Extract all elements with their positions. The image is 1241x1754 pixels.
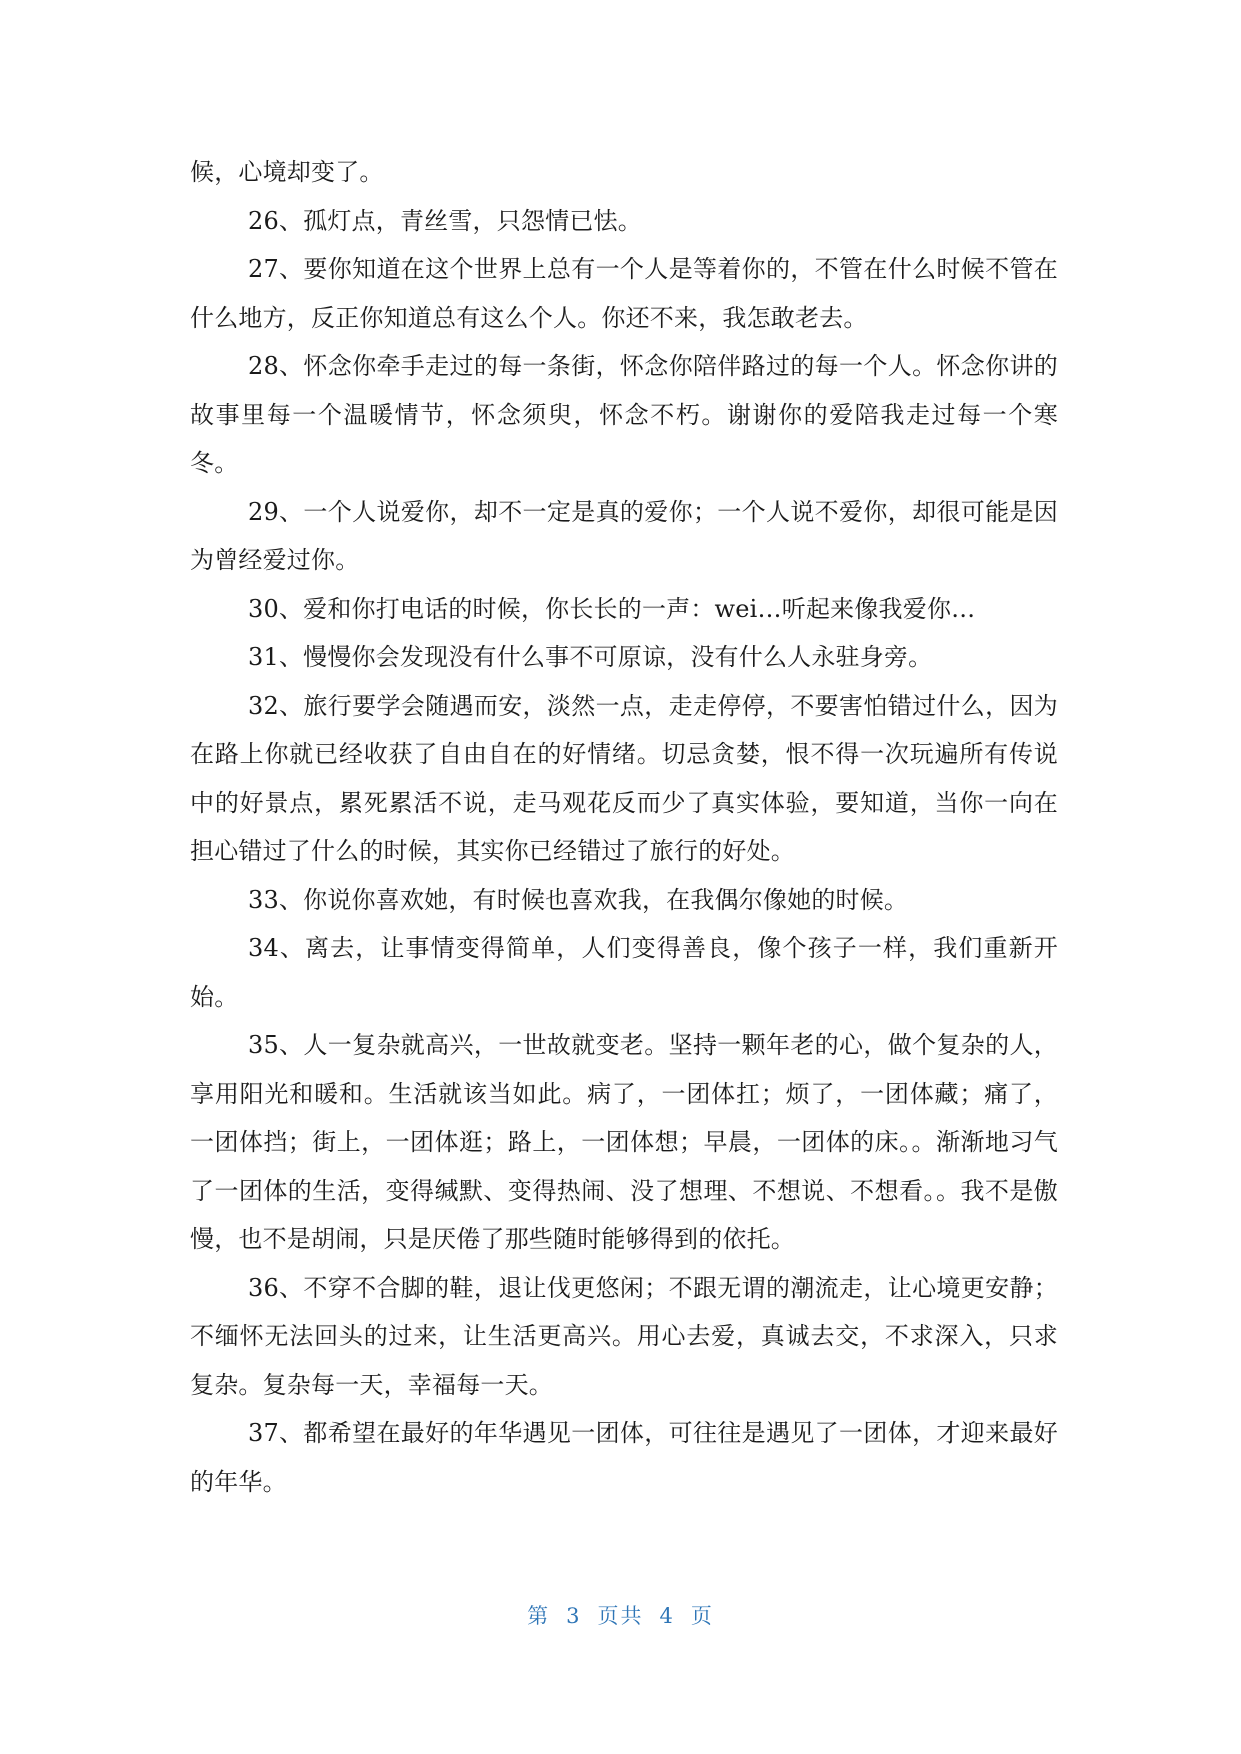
paragraph-33: 33、你说你喜欢她，有时候也喜欢我，在我偶尔像她的时候。 [248, 885, 909, 914]
paragraph-continuation: 候，心境却变了。 [190, 158, 384, 186]
document-body [190, 148, 1058, 1506]
paragraph-26: 26、孤灯点，青丝雪，只怨情已怯。 [248, 206, 642, 235]
footer-total-pages: 4 [659, 1604, 675, 1628]
paragraph-30: 30、爱和你打电话的时候，你长长的一声：wei…听起来像我爱你… [248, 594, 976, 623]
paragraph-28: 28、怀念你牵手走过的每一条街，怀念你陪伴路过的每一个人。怀念你讲的故事里每一个温暖情节，怀念须臾，怀念不朽。谢谢你的爱陪我走过每一个寒冬。 [190, 352, 1058, 477]
footer-suffix: 页 [690, 1604, 714, 1628]
paragraph-27: 27、要你知道在这个世界上总有一个人是等着你的，不管在什么时候不管在什么地方，反正你知道总有这么个人。你还不来，我怎敢老去。 [190, 255, 1058, 332]
footer-middle: 页共 [597, 1604, 644, 1628]
paragraph-32: 32、旅行要学会随遇而安，淡然一点，走走停停，不要害怕错过什么，因为在路上你就已经收获了自由自在的好情绪。切忌贪婪，恨不得一次玩遍所有传说中的好景点，累死累活不说，走马观花反而少了真实体验，要知道，当你一向在担心错过了什么的时候，其实你已经错过了旅行的好处。 [190, 691, 1058, 865]
footer-current-page: 3 [566, 1604, 582, 1628]
paragraph-36: 36、不穿不合脚的鞋，退让伐更悠闲；不跟无谓的潮流走，让心境更安静；不缅怀无法回头的过来，让生活更高兴。用心去爱，真诚去交，不求深入，只求复杂。复杂每一天，幸福每一天。 [190, 1273, 1058, 1399]
page-footer [0, 1600, 1241, 1630]
paragraph-34: 34、离去，让事情变得简单，人们变得善良，像个孩子一样，我们重新开始。 [190, 934, 1058, 1011]
paragraph-35: 35、人一复杂就高兴，一世故就变老。坚持一颗年老的心，做个复杂的人，享用阳光和暖和。生活就该当如此。病了，一团体扛；烦了，一团体藏；痛了，一团体挡；街上，一团体逛；路上，一团体想；早晨，一团体的床。。渐渐地习气了一团体的生活，变得缄默、变得热闹、没了想理、不想说、不想看。。我不是傲慢，也不是胡闹，只是厌倦了那些随时能够得到的依托。 [190, 1031, 1058, 1253]
paragraph-31: 31、慢慢你会发现没有什么事不可原谅，没有什么人永驻身旁。 [248, 643, 933, 671]
footer-prefix: 第 [527, 1604, 551, 1628]
paragraph-37: 37、都希望在最好的年华遇见一团体，可往往是遇见了一团体，才迎来最好的年华。 [190, 1419, 1058, 1496]
paragraph-29: 29、一个人说爱你，却不一定是真的爱你；一个人说不爱你，却很可能是因为曾经爱过你。 [190, 497, 1058, 574]
